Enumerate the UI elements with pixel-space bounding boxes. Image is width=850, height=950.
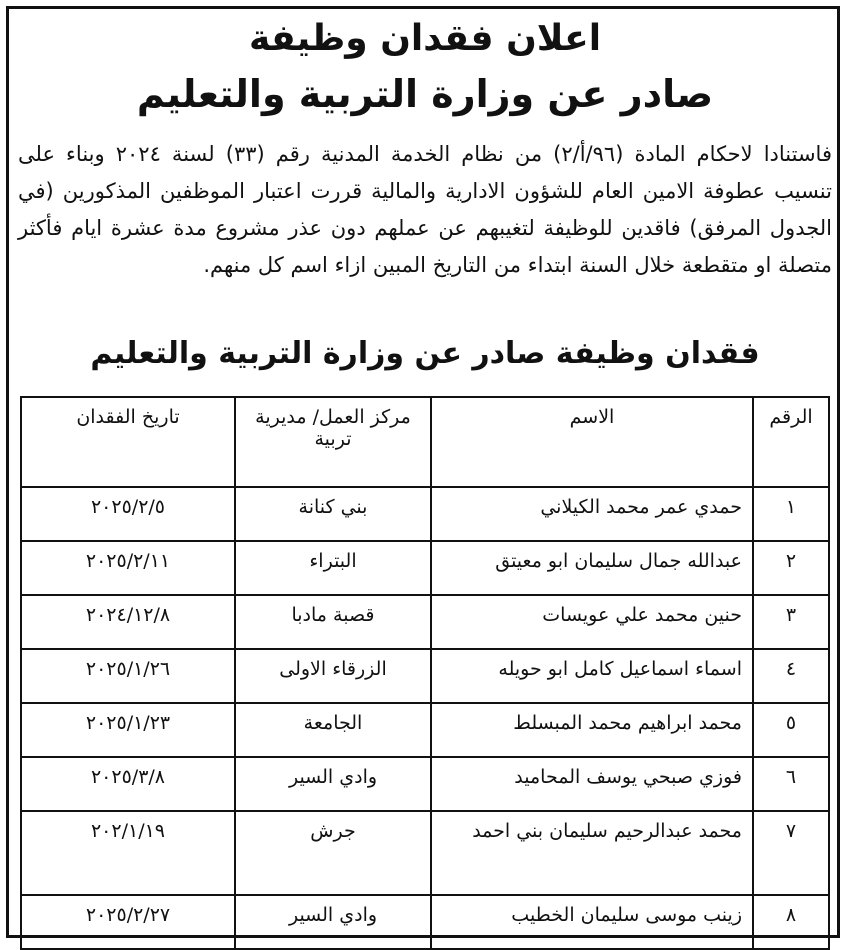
row-num: ٢: [752, 542, 828, 596]
row-num: ١: [752, 488, 828, 542]
row-date: ٢٠٢٤/١٢/٨: [22, 596, 234, 650]
table-row: [22, 596, 828, 650]
row-date: ٢٠٢٥/٣/٨: [22, 758, 234, 812]
row-center: الجامعة: [234, 704, 430, 758]
row-num: ٦: [752, 758, 828, 812]
table-title: فقدان وظيفة صادر عن وزارة التربية والتعليم: [90, 336, 760, 371]
row-num: ٥: [752, 704, 828, 758]
row-center: قصبة مادبا: [234, 596, 430, 650]
row-name: اسماء اسماعيل كامل ابو حويله: [430, 650, 752, 704]
row-name: حنين محمد علي عويسات: [430, 596, 752, 650]
row-date: ٢٠٢٥/٢/١١: [22, 542, 234, 596]
notice-body: فاستنادا لاحكام المادة (٩٦/أ/٢) من نظام الخدمة المدنية رقم (٣٣) لسنة ٢٠٢٤ وبناء على تنسيب عطوفة الامين العام للشؤون الادارية والمالية قررت اعتبار الموظفين المذكورين (في الجدول المرفق) فاقدين للوظيفة لتغيبهم عن عملهم دون عذر مشروع مدة عشرة ايام فأكثر متصلة او متقطعة خلال السنة ابتداء من التاريخ المبين ازاء اسم كل منهم.: [18, 142, 832, 277]
table-row: [22, 896, 828, 948]
table-header-row: [22, 398, 828, 488]
header-date: تاريخ الفقدان: [22, 398, 234, 488]
row-center: وادي السير: [234, 896, 430, 948]
row-center: وادي السير: [234, 758, 430, 812]
header-center: مركز العمل/ مديرية تربية: [234, 398, 430, 488]
row-name: حمدي عمر محمد الكيلاني: [430, 488, 752, 542]
table-row: [22, 650, 828, 704]
row-num: ٤: [752, 650, 828, 704]
header-num: الرقم: [752, 398, 828, 488]
row-num: ٧: [752, 812, 828, 896]
table-row: [22, 704, 828, 758]
header-name: الاسم: [430, 398, 752, 488]
row-date: ٢٠٢٥/٢/٢٧: [85, 904, 171, 926]
row-name: محمد ابراهيم محمد المبسلط: [430, 704, 752, 758]
row-name: عبدالله جمال سليمان ابو معيتق: [430, 542, 752, 596]
row-num: ٨: [752, 896, 828, 948]
row-center: البتراء: [234, 542, 430, 596]
row-name: فوزي صبحي يوسف المحاميد: [430, 758, 752, 812]
notice-title: اعلان فقدان وظيفة: [248, 18, 602, 59]
notice-issuer: صادر عن وزارة التربية والتعليم: [136, 72, 714, 116]
table-row: [22, 758, 828, 812]
row-date: ٢٠٢٥/١/٢٣: [22, 704, 234, 758]
table-row: [22, 488, 828, 542]
row-name: زينب موسى سليمان الخطيب: [430, 896, 752, 948]
row-date: ٢٠٢/١/١٩: [22, 812, 234, 896]
table-row: [22, 812, 828, 896]
row-center: بني كنانة: [234, 488, 430, 542]
employees-table: [20, 396, 830, 950]
row-num: ٣: [752, 596, 828, 650]
row-date: ٢٠٢٥/١/٢٦: [22, 650, 234, 704]
row-name: محمد عبدالرحيم سليمان بني احمد: [430, 812, 752, 896]
row-center: الزرقاء الاولى: [234, 650, 430, 704]
row-date: ٢٠٢٥/٢/٥: [22, 488, 234, 542]
table-row: [22, 542, 828, 596]
row-center: جرش: [234, 812, 430, 896]
